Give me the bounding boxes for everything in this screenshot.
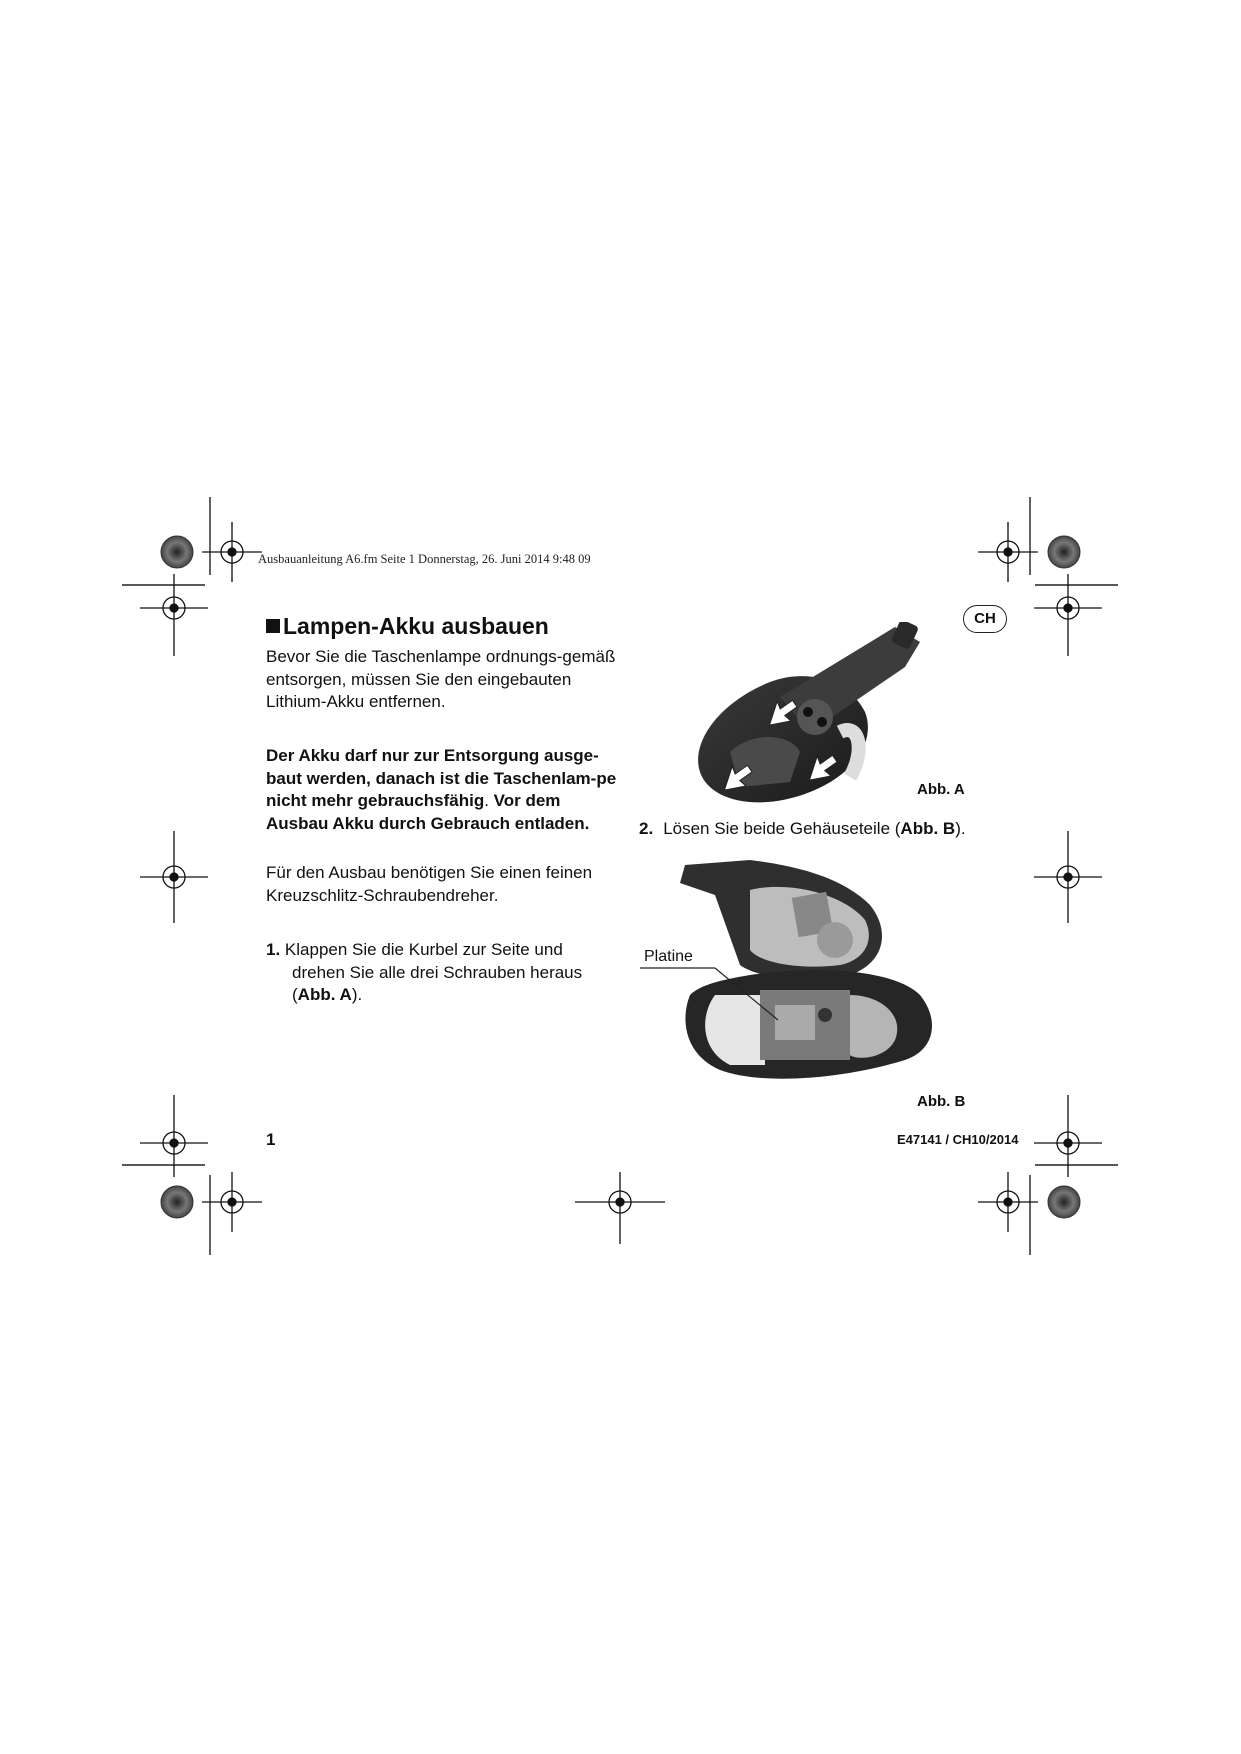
figure-a-caption: Abb. A [917,781,965,798]
warning-text-2: Vor dem Ausbau Akku durch Gebrauch entladen. [266,791,590,833]
figure-b-caption: Abb. B [917,1093,966,1110]
tools-paragraph: Für den Ausbau benötigen Sie einen feinen Kreuzschlitz-Schraubendreher. [266,863,593,905]
figure-b-photo [640,855,960,1090]
step-1-ref: Abb. A [297,985,352,1004]
step-2-text: Lösen Sie beide Gehäuseteile ( [663,819,901,838]
step-1-line1: Klappen Sie die Kurbel zur Seite und [284,940,563,959]
step-2 [639,819,966,839]
step-1 [266,939,606,1007]
step-2-number: 2. [639,819,654,838]
figure-b-label: Platine [644,948,693,965]
step-1-text: drehen Sie alle drei Schrauben heraus ( [292,962,583,1004]
step-2-end: ). [955,819,966,838]
step-1-end: ). [351,985,363,1004]
warning-paragraph [266,745,618,835]
square-bullet-icon [266,619,280,633]
warning-dot: . [484,791,489,810]
country-badge: CH [963,605,1007,633]
warning-text-1: Der Akku darf nur zur Entsorgung ausge-baut werden, danach ist die Taschenlam-pe nicht mehr gebrauchsfähig [266,746,617,810]
page-title-text: Lampen-Akku ausbauen [283,613,549,639]
step-1-number: 1. [266,940,281,959]
intro-paragraph: Bevor Sie die Taschenlampe ordnungs-gemäß entsorgen, müssen Sie den eingebauten Lithium-Akku entfernen. [266,647,616,711]
page-number: 1 [266,1130,276,1149]
step-2-ref: Abb. B [900,819,956,838]
document-code: E47141 / CH10/2014 [897,1132,1019,1147]
page-title [266,613,549,640]
slug-line: Ausbauanleitung A6.fm Seite 1 Donnerstag, 26. Juni 2014 9:48 09 [258,552,591,566]
figure-a-photo [690,622,940,812]
